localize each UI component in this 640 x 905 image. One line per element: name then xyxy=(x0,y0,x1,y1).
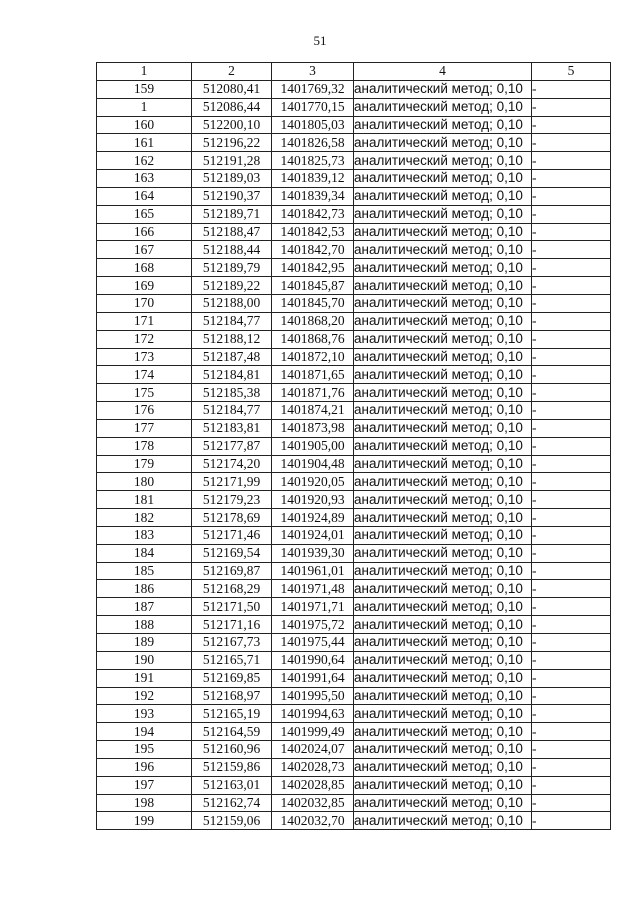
table-row xyxy=(97,116,611,134)
method-accuracy-cell: аналитический метод; 0,10 xyxy=(354,562,532,580)
note-cell: - xyxy=(532,366,611,384)
table-row xyxy=(97,294,611,312)
point-number-cell: 187 xyxy=(97,598,192,616)
point-number-cell: 164 xyxy=(97,187,192,205)
column-header-4: 4 xyxy=(354,63,532,81)
note-cell: - xyxy=(532,116,611,134)
note-cell: - xyxy=(532,776,611,794)
x-coordinate-cell: 512177,87 xyxy=(192,437,272,455)
x-coordinate-cell: 512187,48 xyxy=(192,348,272,366)
table-row xyxy=(97,312,611,330)
x-coordinate-cell: 512191,28 xyxy=(192,152,272,170)
x-coordinate-cell: 512184,77 xyxy=(192,312,272,330)
point-number-cell: 162 xyxy=(97,152,192,170)
x-coordinate-cell: 512169,85 xyxy=(192,669,272,687)
method-accuracy-cell: аналитический метод; 0,10 xyxy=(354,312,532,330)
point-number-cell: 189 xyxy=(97,634,192,652)
table-row xyxy=(97,741,611,759)
table-row xyxy=(97,402,611,420)
note-cell: - xyxy=(532,741,611,759)
note-cell: - xyxy=(532,170,611,188)
x-coordinate-cell: 512183,81 xyxy=(192,419,272,437)
x-coordinate-cell: 512171,99 xyxy=(192,473,272,491)
y-coordinate-cell: 1401994,63 xyxy=(272,705,354,723)
y-coordinate-cell: 1402024,07 xyxy=(272,741,354,759)
note-cell: - xyxy=(532,544,611,562)
table-row xyxy=(97,473,611,491)
method-accuracy-cell: аналитический метод; 0,10 xyxy=(354,509,532,527)
method-accuracy-cell: аналитический метод; 0,10 xyxy=(354,544,532,562)
note-cell: - xyxy=(532,687,611,705)
note-cell: - xyxy=(532,205,611,223)
table-row xyxy=(97,259,611,277)
method-accuracy-cell: аналитический метод; 0,10 xyxy=(354,384,532,402)
method-accuracy-cell: аналитический метод; 0,10 xyxy=(354,812,532,830)
table-row xyxy=(97,455,611,473)
x-coordinate-cell: 512196,22 xyxy=(192,134,272,152)
note-cell: - xyxy=(532,402,611,420)
note-cell: - xyxy=(532,312,611,330)
point-number-cell: 197 xyxy=(97,776,192,794)
table-row xyxy=(97,687,611,705)
y-coordinate-cell: 1401874,21 xyxy=(272,402,354,420)
method-accuracy-cell: аналитический метод; 0,10 xyxy=(354,473,532,491)
note-cell: - xyxy=(532,491,611,509)
x-coordinate-cell: 512179,23 xyxy=(192,491,272,509)
method-accuracy-cell: аналитический метод; 0,10 xyxy=(354,116,532,134)
method-accuracy-cell: аналитический метод; 0,10 xyxy=(354,241,532,259)
x-coordinate-cell: 512174,20 xyxy=(192,455,272,473)
y-coordinate-cell: 1401845,87 xyxy=(272,277,354,295)
method-accuracy-cell: аналитический метод; 0,10 xyxy=(354,152,532,170)
y-coordinate-cell: 1401971,71 xyxy=(272,598,354,616)
x-coordinate-cell: 512169,54 xyxy=(192,544,272,562)
x-coordinate-cell: 512165,19 xyxy=(192,705,272,723)
x-coordinate-cell: 512080,41 xyxy=(192,80,272,98)
method-accuracy-cell: аналитический метод; 0,10 xyxy=(354,134,532,152)
x-coordinate-cell: 512167,73 xyxy=(192,634,272,652)
method-accuracy-cell: аналитический метод; 0,10 xyxy=(354,616,532,634)
method-accuracy-cell: аналитический метод; 0,10 xyxy=(354,598,532,616)
point-number-cell: 171 xyxy=(97,312,192,330)
point-number-cell: 175 xyxy=(97,384,192,402)
point-number-cell: 163 xyxy=(97,170,192,188)
note-cell: - xyxy=(532,526,611,544)
point-number-cell: 195 xyxy=(97,741,192,759)
note-cell: - xyxy=(532,419,611,437)
x-coordinate-cell: 512190,37 xyxy=(192,187,272,205)
x-coordinate-cell: 512160,96 xyxy=(192,741,272,759)
point-number-cell: 192 xyxy=(97,687,192,705)
method-accuracy-cell: аналитический метод; 0,10 xyxy=(354,687,532,705)
y-coordinate-cell: 1401871,76 xyxy=(272,384,354,402)
method-accuracy-cell: аналитический метод; 0,10 xyxy=(354,491,532,509)
table-row xyxy=(97,812,611,830)
table-body xyxy=(97,80,611,829)
note-cell: - xyxy=(532,669,611,687)
table-row xyxy=(97,723,611,741)
table-row xyxy=(97,223,611,241)
point-number-cell: 193 xyxy=(97,705,192,723)
table-row xyxy=(97,634,611,652)
point-number-cell: 174 xyxy=(97,366,192,384)
method-accuracy-cell: аналитический метод; 0,10 xyxy=(354,455,532,473)
y-coordinate-cell: 1401905,00 xyxy=(272,437,354,455)
y-coordinate-cell: 1401924,01 xyxy=(272,526,354,544)
point-number-cell: 172 xyxy=(97,330,192,348)
note-cell: - xyxy=(532,348,611,366)
y-coordinate-cell: 1401975,72 xyxy=(272,616,354,634)
note-cell: - xyxy=(532,651,611,669)
x-coordinate-cell: 512184,81 xyxy=(192,366,272,384)
x-coordinate-cell: 512168,97 xyxy=(192,687,272,705)
table-row xyxy=(97,187,611,205)
note-cell: - xyxy=(532,562,611,580)
table-row xyxy=(97,705,611,723)
table-row xyxy=(97,170,611,188)
method-accuracy-cell: аналитический метод; 0,10 xyxy=(354,259,532,277)
x-coordinate-cell: 512171,16 xyxy=(192,616,272,634)
point-number-cell: 185 xyxy=(97,562,192,580)
point-number-cell: 178 xyxy=(97,437,192,455)
y-coordinate-cell: 1401842,53 xyxy=(272,223,354,241)
note-cell: - xyxy=(532,758,611,776)
point-number-cell: 198 xyxy=(97,794,192,812)
y-coordinate-cell: 1402028,85 xyxy=(272,776,354,794)
method-accuracy-cell: аналитический метод; 0,10 xyxy=(354,205,532,223)
x-coordinate-cell: 512168,29 xyxy=(192,580,272,598)
y-coordinate-cell: 1401961,01 xyxy=(272,562,354,580)
note-cell: - xyxy=(532,80,611,98)
y-coordinate-cell: 1401826,58 xyxy=(272,134,354,152)
point-number-cell: 176 xyxy=(97,402,192,420)
column-header-2: 2 xyxy=(192,63,272,81)
y-coordinate-cell: 1401920,93 xyxy=(272,491,354,509)
note-cell: - xyxy=(532,580,611,598)
y-coordinate-cell: 1402032,85 xyxy=(272,794,354,812)
x-coordinate-cell: 512162,74 xyxy=(192,794,272,812)
x-coordinate-cell: 512188,00 xyxy=(192,294,272,312)
table-header-row xyxy=(97,63,611,81)
method-accuracy-cell: аналитический метод; 0,10 xyxy=(354,402,532,420)
table-row xyxy=(97,669,611,687)
y-coordinate-cell: 1401975,44 xyxy=(272,634,354,652)
x-coordinate-cell: 512185,38 xyxy=(192,384,272,402)
y-coordinate-cell: 1401939,30 xyxy=(272,544,354,562)
method-accuracy-cell: аналитический метод; 0,10 xyxy=(354,794,532,812)
table-row xyxy=(97,651,611,669)
y-coordinate-cell: 1401770,15 xyxy=(272,98,354,116)
method-accuracy-cell: аналитический метод; 0,10 xyxy=(354,776,532,794)
table-row xyxy=(97,544,611,562)
method-accuracy-cell: аналитический метод; 0,10 xyxy=(354,723,532,741)
point-number-cell: 199 xyxy=(97,812,192,830)
point-number-cell: 181 xyxy=(97,491,192,509)
x-coordinate-cell: 512159,86 xyxy=(192,758,272,776)
x-coordinate-cell: 512171,50 xyxy=(192,598,272,616)
method-accuracy-cell: аналитический метод; 0,10 xyxy=(354,705,532,723)
x-coordinate-cell: 512086,44 xyxy=(192,98,272,116)
y-coordinate-cell: 1401871,65 xyxy=(272,366,354,384)
table-row xyxy=(97,205,611,223)
x-coordinate-cell: 512189,22 xyxy=(192,277,272,295)
method-accuracy-cell: аналитический метод; 0,10 xyxy=(354,366,532,384)
note-cell: - xyxy=(532,134,611,152)
table-row xyxy=(97,616,611,634)
table-row xyxy=(97,330,611,348)
y-coordinate-cell: 1401990,64 xyxy=(272,651,354,669)
table-row xyxy=(97,437,611,455)
note-cell: - xyxy=(532,705,611,723)
point-number-cell: 160 xyxy=(97,116,192,134)
point-number-cell: 167 xyxy=(97,241,192,259)
table-row xyxy=(97,491,611,509)
x-coordinate-cell: 512178,69 xyxy=(192,509,272,527)
y-coordinate-cell: 1401924,89 xyxy=(272,509,354,527)
x-coordinate-cell: 512188,47 xyxy=(192,223,272,241)
y-coordinate-cell: 1401868,76 xyxy=(272,330,354,348)
point-number-cell: 184 xyxy=(97,544,192,562)
note-cell: - xyxy=(532,509,611,527)
note-cell: - xyxy=(532,241,611,259)
table-row xyxy=(97,758,611,776)
column-header-5: 5 xyxy=(532,63,611,81)
note-cell: - xyxy=(532,723,611,741)
x-coordinate-cell: 512163,01 xyxy=(192,776,272,794)
point-number-cell: 166 xyxy=(97,223,192,241)
point-number-cell: 186 xyxy=(97,580,192,598)
note-cell: - xyxy=(532,455,611,473)
note-cell: - xyxy=(532,98,611,116)
point-number-cell: 182 xyxy=(97,509,192,527)
method-accuracy-cell: аналитический метод; 0,10 xyxy=(354,348,532,366)
method-accuracy-cell: аналитический метод; 0,10 xyxy=(354,277,532,295)
y-coordinate-cell: 1401839,34 xyxy=(272,187,354,205)
y-coordinate-cell: 1401904,48 xyxy=(272,455,354,473)
note-cell: - xyxy=(532,330,611,348)
table-row xyxy=(97,580,611,598)
note-cell: - xyxy=(532,598,611,616)
method-accuracy-cell: аналитический метод; 0,10 xyxy=(354,758,532,776)
point-number-cell: 179 xyxy=(97,455,192,473)
note-cell: - xyxy=(532,384,611,402)
y-coordinate-cell: 1401995,50 xyxy=(272,687,354,705)
note-cell: - xyxy=(532,616,611,634)
x-coordinate-cell: 512171,46 xyxy=(192,526,272,544)
note-cell: - xyxy=(532,473,611,491)
method-accuracy-cell: аналитический метод; 0,10 xyxy=(354,170,532,188)
table-row xyxy=(97,776,611,794)
x-coordinate-cell: 512159,06 xyxy=(192,812,272,830)
point-number-cell: 183 xyxy=(97,526,192,544)
method-accuracy-cell: аналитический метод; 0,10 xyxy=(354,634,532,652)
method-accuracy-cell: аналитический метод; 0,10 xyxy=(354,526,532,544)
x-coordinate-cell: 512188,12 xyxy=(192,330,272,348)
point-number-cell: 161 xyxy=(97,134,192,152)
table-row xyxy=(97,80,611,98)
x-coordinate-cell: 512165,71 xyxy=(192,651,272,669)
table-row xyxy=(97,241,611,259)
y-coordinate-cell: 1401805,03 xyxy=(272,116,354,134)
table-row xyxy=(97,598,611,616)
y-coordinate-cell: 1401845,70 xyxy=(272,294,354,312)
table-row xyxy=(97,384,611,402)
y-coordinate-cell: 1401839,12 xyxy=(272,170,354,188)
table-row xyxy=(97,98,611,116)
point-number-cell: 168 xyxy=(97,259,192,277)
point-number-cell: 159 xyxy=(97,80,192,98)
y-coordinate-cell: 1401825,73 xyxy=(272,152,354,170)
y-coordinate-cell: 1401842,95 xyxy=(272,259,354,277)
y-coordinate-cell: 1401999,49 xyxy=(272,723,354,741)
point-number-cell: 165 xyxy=(97,205,192,223)
point-number-cell: 173 xyxy=(97,348,192,366)
table-row xyxy=(97,366,611,384)
method-accuracy-cell: аналитический метод; 0,10 xyxy=(354,294,532,312)
x-coordinate-cell: 512189,71 xyxy=(192,205,272,223)
x-coordinate-cell: 512189,03 xyxy=(192,170,272,188)
y-coordinate-cell: 1401872,10 xyxy=(272,348,354,366)
table-row xyxy=(97,794,611,812)
table-row xyxy=(97,419,611,437)
y-coordinate-cell: 1401971,48 xyxy=(272,580,354,598)
table-row xyxy=(97,152,611,170)
method-accuracy-cell: аналитический метод; 0,10 xyxy=(354,187,532,205)
x-coordinate-cell: 512189,79 xyxy=(192,259,272,277)
column-header-1: 1 xyxy=(97,63,192,81)
table-row xyxy=(97,348,611,366)
y-coordinate-cell: 1401920,05 xyxy=(272,473,354,491)
table-row xyxy=(97,562,611,580)
note-cell: - xyxy=(532,794,611,812)
note-cell: - xyxy=(532,223,611,241)
y-coordinate-cell: 1401842,73 xyxy=(272,205,354,223)
x-coordinate-cell: 512188,44 xyxy=(192,241,272,259)
table-row xyxy=(97,526,611,544)
point-number-cell: 196 xyxy=(97,758,192,776)
method-accuracy-cell: аналитический метод; 0,10 xyxy=(354,580,532,598)
method-accuracy-cell: аналитический метод; 0,10 xyxy=(354,437,532,455)
x-coordinate-cell: 512164,59 xyxy=(192,723,272,741)
note-cell: - xyxy=(532,437,611,455)
x-coordinate-cell: 512169,87 xyxy=(192,562,272,580)
y-coordinate-cell: 1401991,64 xyxy=(272,669,354,687)
y-coordinate-cell: 1401868,20 xyxy=(272,312,354,330)
y-coordinate-cell: 1402028,73 xyxy=(272,758,354,776)
note-cell: - xyxy=(532,277,611,295)
note-cell: - xyxy=(532,152,611,170)
page-number: 51 xyxy=(313,33,327,48)
method-accuracy-cell: аналитический метод; 0,10 xyxy=(354,98,532,116)
point-number-cell: 1 xyxy=(97,98,192,116)
method-accuracy-cell: аналитический метод; 0,10 xyxy=(354,741,532,759)
table-row xyxy=(97,277,611,295)
note-cell: - xyxy=(532,294,611,312)
point-number-cell: 191 xyxy=(97,669,192,687)
point-number-cell: 194 xyxy=(97,723,192,741)
method-accuracy-cell: аналитический метод; 0,10 xyxy=(354,80,532,98)
x-coordinate-cell: 512200,10 xyxy=(192,116,272,134)
point-number-cell: 170 xyxy=(97,294,192,312)
point-number-cell: 169 xyxy=(97,277,192,295)
coordinates-table xyxy=(96,62,611,830)
note-cell: - xyxy=(532,187,611,205)
method-accuracy-cell: аналитический метод; 0,10 xyxy=(354,669,532,687)
y-coordinate-cell: 1401842,70 xyxy=(272,241,354,259)
y-coordinate-cell: 1401873,98 xyxy=(272,419,354,437)
column-header-3: 3 xyxy=(272,63,354,81)
method-accuracy-cell: аналитический метод; 0,10 xyxy=(354,419,532,437)
method-accuracy-cell: аналитический метод; 0,10 xyxy=(354,330,532,348)
point-number-cell: 190 xyxy=(97,651,192,669)
point-number-cell: 180 xyxy=(97,473,192,491)
point-number-cell: 188 xyxy=(97,616,192,634)
note-cell: - xyxy=(532,812,611,830)
method-accuracy-cell: аналитический метод; 0,10 xyxy=(354,223,532,241)
point-number-cell: 177 xyxy=(97,419,192,437)
table-row xyxy=(97,509,611,527)
y-coordinate-cell: 1401769,32 xyxy=(272,80,354,98)
x-coordinate-cell: 512184,77 xyxy=(192,402,272,420)
note-cell: - xyxy=(532,634,611,652)
y-coordinate-cell: 1402032,70 xyxy=(272,812,354,830)
note-cell: - xyxy=(532,259,611,277)
method-accuracy-cell: аналитический метод; 0,10 xyxy=(354,651,532,669)
table-row xyxy=(97,134,611,152)
